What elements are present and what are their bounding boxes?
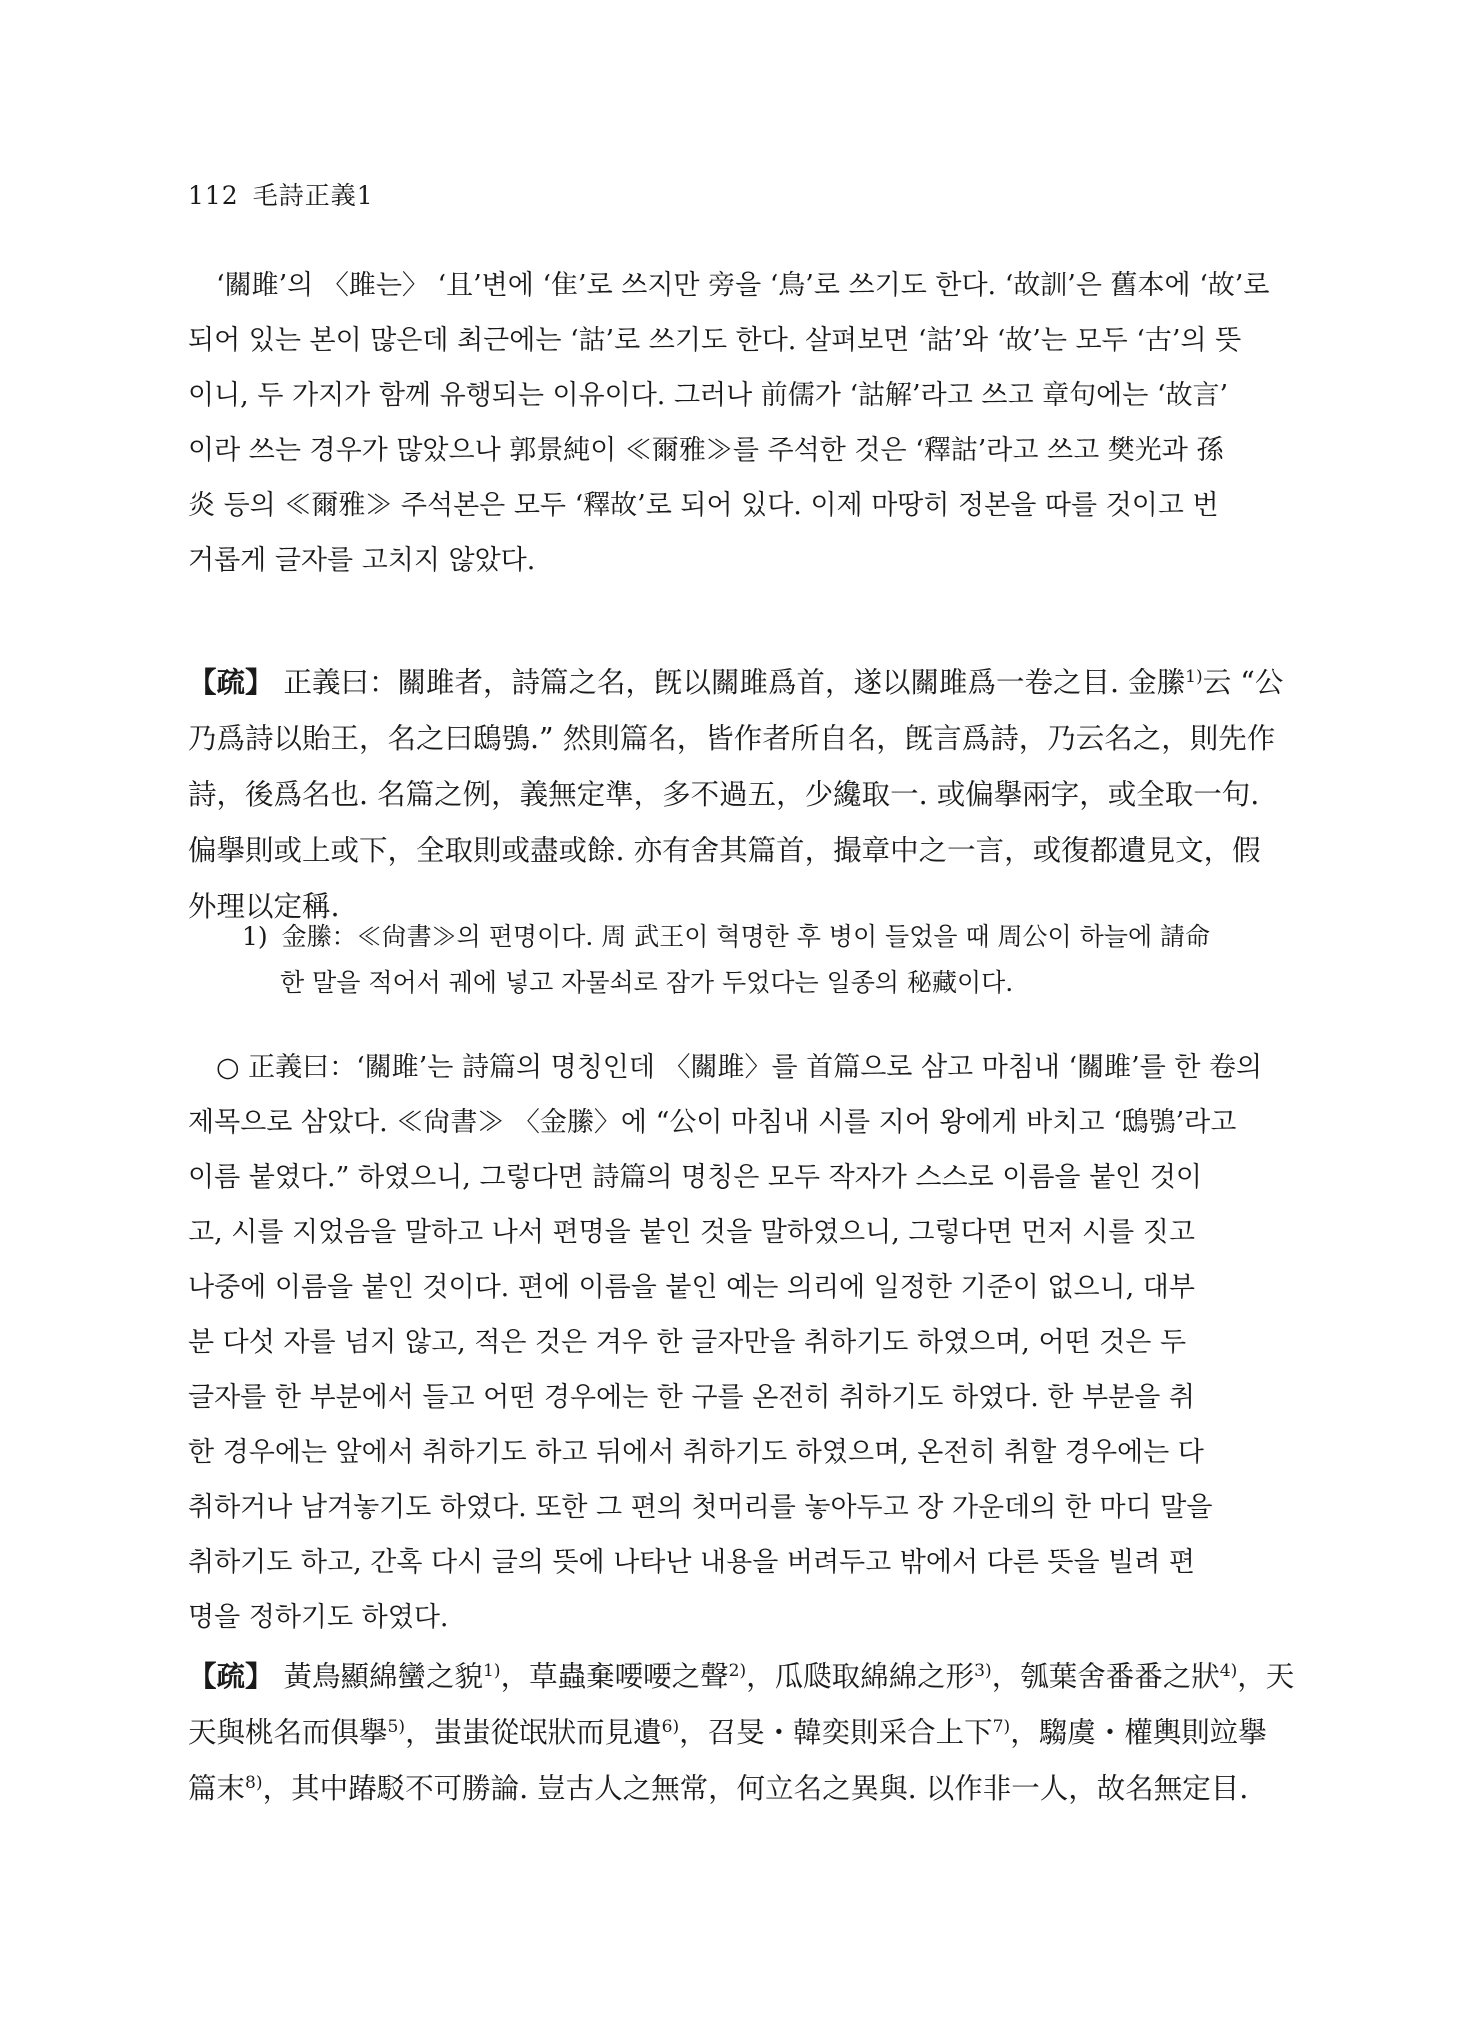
- footnote-ref: 7): [992, 1716, 1011, 1737]
- footnote-ref: 4): [1219, 1660, 1238, 1681]
- footnote-ref: 1): [1185, 666, 1203, 687]
- footnote-ref: 1): [483, 1660, 501, 1681]
- text-line: 거롭게 글자를 고치지 않았다.: [188, 545, 536, 576]
- page-number: 112: [188, 181, 239, 210]
- footnote-ref: 8): [245, 1772, 263, 1793]
- text-segment: ，瓠葉舍番番之狀: [991, 1660, 1220, 1693]
- text-line: 炎 등의 ≪爾雅≫ 주석본은 모두 ‘釋故’로 되어 있다. 이제 마땅히 정본을 따를 것이고 번: [188, 490, 1219, 521]
- commentary-paragraph-1: [188, 258, 1280, 588]
- text-segment: ，蚩蚩從氓狀而見遺: [405, 1716, 662, 1749]
- text-segment: ，瓜瓞取綿綿之形: [746, 1660, 975, 1693]
- text-line: 이니, 두 가지가 함께 유행되는 이유이다. 그러나 前儒가 ‘詁解’라고 쓰고 章句에는 ‘故言’: [188, 380, 1229, 411]
- text-line: 되어 있는 본이 많은데 최근에는 ‘詁’로 쓰기도 한다. 살펴보면 ‘詁’와 ‘故’는 모두 ‘古’의 뜻: [188, 325, 1242, 356]
- text-line: ‘關雎’의 〈雎는〉 ‘且’변에 ‘隹’로 쓰지만 旁을 ‘鳥’로 쓰기도 한다. ‘故訓’은 舊本에 ‘故’로: [216, 270, 1270, 301]
- text-line: 명을 정하기도 하였다.: [188, 1602, 449, 1633]
- text-line: 偏擧則或上或下，全取則或盡或餘. 亦有舍其篇首，撮章中之一言，或復都遺見文，假: [188, 834, 1261, 867]
- text-segment: ，騶虞・權輿則竝擧: [1010, 1716, 1267, 1749]
- text-segment: ，草蟲棄喓喓之聲: [500, 1660, 729, 1693]
- text-line: ○ 正義曰：‘關雎’는 詩篇의 명칭인데 〈關雎〉를 首篇으로 삼고 마침내 ‘關雎’를 한 卷의: [216, 1052, 1263, 1083]
- footnote-text: 한 말을 적어서 궤에 넣고 자물쇠로 잠가 두었다는 일종의 秘藏이다.: [280, 968, 1014, 997]
- shu-tag: 【疏】: [188, 1659, 274, 1693]
- text-line: 취하기도 하고, 간혹 다시 글의 뜻에 나타난 내용을 버려두고 밖에서 다른 뜻을 빌려 편: [188, 1547, 1195, 1578]
- text-segment: 篇末: [188, 1772, 246, 1805]
- shu-tag: 【疏】: [188, 665, 274, 699]
- commentary-paragraph-2: [188, 1040, 1280, 1645]
- footnote-1: [188, 914, 1280, 1006]
- text-segment: 天與桃名而俱擧: [188, 1716, 388, 1749]
- text-line: 고, 시를 지었음을 말하고 나서 편명을 붙인 것을 말하였으니, 그렇다면 먼저 시를 짓고: [188, 1217, 1195, 1248]
- book-title: 毛詩正義1: [252, 181, 374, 210]
- text-segment: 正義曰：關雎者，詩篇之名，旣以關雎爲首，遂以關雎爲一卷之目. 金縢: [283, 666, 1186, 699]
- text-segment: 云 “公: [1202, 666, 1284, 699]
- footnote-ref: 2): [728, 1660, 747, 1681]
- text-line: 이름 붙였다.” 하였으니, 그렇다면 詩篇의 명칭은 모두 작자가 스스로 이름을 붙인 것이: [188, 1162, 1202, 1193]
- text-segment: ，召旻・韓奕則采合上下: [679, 1716, 993, 1749]
- text-line: 분 다섯 자를 넘지 않고, 적은 것은 겨우 한 글자만을 취하기도 하였으며, 어떤 것은 두: [188, 1327, 1187, 1358]
- text-segment: 黃鳥顯綿蠻之貌: [283, 1660, 484, 1693]
- text-line: 詩，後爲名也. 名篇之例，義無定準，多不過五，少纔取一. 或偏擧兩字，或全取一句.: [188, 778, 1260, 811]
- footnote-text: 金縢：≪尙書≫의 편명이다. 周 武王이 혁명한 후 병이 들었을 때 周公이 하늘에 請命: [281, 922, 1211, 951]
- text-line: 제목으로 삼았다. ≪尙書≫ 〈金縢〉에 “公이 마침내 시를 지어 왕에게 바치고 ‘鴟鴞’라고: [188, 1107, 1237, 1138]
- shu-passage-1: [188, 654, 1284, 935]
- text-segment: ，其中踳駁不可勝論. 豈古人之無常，何立名之異與. 以作非一人，故名無定目.: [262, 1772, 1249, 1805]
- text-line: 한 경우에는 앞에서 취하기도 하고 뒤에서 취하기도 하였으며, 온전히 취할 경우에는 다: [188, 1437, 1204, 1468]
- footnote-number: 1): [242, 922, 268, 951]
- running-header: [188, 176, 374, 212]
- text-line: 글자를 한 부분에서 들고 어떤 경우에는 한 구를 온전히 취하기도 하였다. 한 부분을 취: [188, 1382, 1195, 1413]
- text-line: 취하거나 남겨놓기도 하였다. 또한 그 편의 첫머리를 놓아두고 장 가운데의 한 마디 말을: [188, 1492, 1213, 1523]
- footnote-ref: 5): [387, 1716, 406, 1737]
- text-segment: ，天: [1237, 1660, 1295, 1693]
- footnote-ref: 3): [974, 1660, 992, 1681]
- footnote-ref: 6): [661, 1716, 680, 1737]
- text-line: 이라 쓰는 경우가 많았으나 郭景純이 ≪爾雅≫를 주석한 것은 ‘釋詁’라고 쓰고 樊光과 孫: [188, 435, 1224, 466]
- shu-passage-2: [188, 1648, 1295, 1817]
- text-line: 外理以定稱.: [188, 890, 340, 923]
- text-line: 나중에 이름을 붙인 것이다. 편에 이름을 붙인 예는 의리에 일정한 기준이 없으니, 대부: [188, 1272, 1195, 1303]
- text-line: 乃爲詩以貽王，名之曰鴟鴞.” 然則篇名，皆作者所自名，旣言爲詩，乃云名之，則先作: [188, 722, 1276, 755]
